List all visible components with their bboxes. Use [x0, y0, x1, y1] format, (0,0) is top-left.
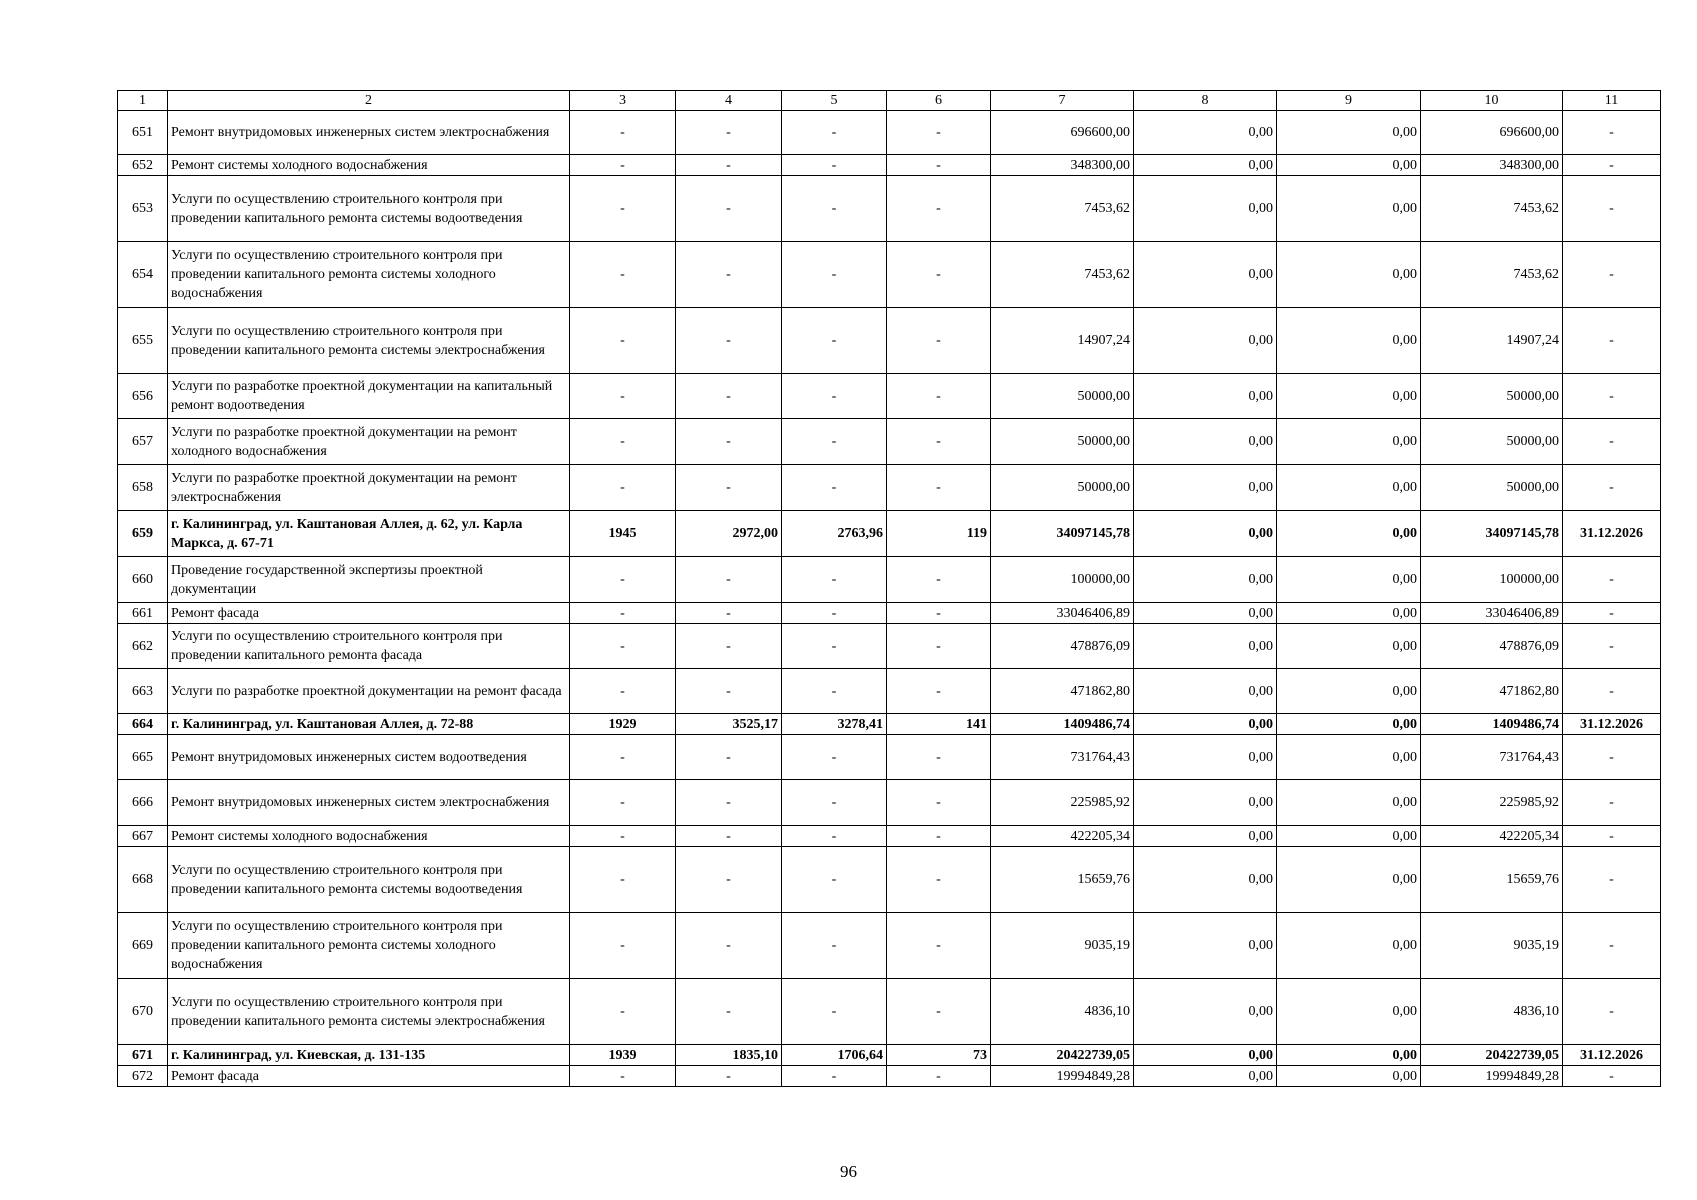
row-number: 662 [118, 624, 168, 669]
work-description: Ремонт системы холодного водоснабжения [168, 155, 570, 176]
cell-col-6: - [887, 155, 991, 176]
cell-col-8: 0,00 [1134, 511, 1277, 557]
cell-col-5: - [782, 557, 887, 603]
cell-col-11: 31.12.2026 [1563, 714, 1661, 735]
cell-col-3: - [570, 242, 676, 308]
cell-col-11: - [1563, 780, 1661, 826]
cell-col-6: - [887, 557, 991, 603]
cell-col-4: - [676, 111, 782, 155]
row-number: 653 [118, 176, 168, 242]
table-row [118, 714, 1661, 735]
cell-col-8: 0,00 [1134, 913, 1277, 979]
cell-col-11: - [1563, 913, 1661, 979]
cell-col-9: 0,00 [1277, 735, 1421, 780]
cell-col-5: - [782, 780, 887, 826]
cell-col-10: 422205,34 [1421, 826, 1563, 847]
cell-col-4: - [676, 826, 782, 847]
cell-col-7: 348300,00 [991, 155, 1134, 176]
cell-col-4: - [676, 847, 782, 913]
work-description: Услуги по разработке проектной документации на ремонт холодного водоснабжения [168, 419, 570, 465]
cell-col-10: 19994849,28 [1421, 1066, 1563, 1087]
cell-col-5: - [782, 603, 887, 624]
cell-col-4: - [676, 374, 782, 419]
cell-col-11: - [1563, 242, 1661, 308]
cell-col-5: - [782, 979, 887, 1045]
cell-col-6: - [887, 780, 991, 826]
cell-col-11: - [1563, 419, 1661, 465]
cell-col-3: - [570, 735, 676, 780]
cell-col-8: 0,00 [1134, 465, 1277, 511]
cell-col-9: 0,00 [1277, 419, 1421, 465]
cell-col-7: 100000,00 [991, 557, 1134, 603]
cell-col-10: 696600,00 [1421, 111, 1563, 155]
cell-col-6: - [887, 624, 991, 669]
row-number: 668 [118, 847, 168, 913]
row-number: 667 [118, 826, 168, 847]
cell-col-7: 50000,00 [991, 419, 1134, 465]
cell-col-10: 33046406,89 [1421, 603, 1563, 624]
cell-col-7: 19994849,28 [991, 1066, 1134, 1087]
cell-col-10: 478876,09 [1421, 624, 1563, 669]
cell-col-8: 0,00 [1134, 735, 1277, 780]
cell-col-6: - [887, 669, 991, 714]
cell-col-10: 9035,19 [1421, 913, 1563, 979]
cell-col-9: 0,00 [1277, 557, 1421, 603]
cell-col-7: 15659,76 [991, 847, 1134, 913]
row-number: 661 [118, 603, 168, 624]
cell-col-3: - [570, 1066, 676, 1087]
cell-col-3: - [570, 847, 676, 913]
table-row [118, 979, 1661, 1045]
cell-col-4: - [676, 176, 782, 242]
cell-col-5: - [782, 111, 887, 155]
row-number: 671 [118, 1045, 168, 1066]
table-row [118, 669, 1661, 714]
cell-col-6: - [887, 465, 991, 511]
table-row [118, 624, 1661, 669]
cell-col-10: 34097145,78 [1421, 511, 1563, 557]
cell-col-7: 1409486,74 [991, 714, 1134, 735]
cell-col-11: - [1563, 155, 1661, 176]
cell-col-5: - [782, 1066, 887, 1087]
cell-col-7: 14907,24 [991, 308, 1134, 374]
cell-col-8: 0,00 [1134, 624, 1277, 669]
cell-col-3: - [570, 979, 676, 1045]
cell-col-6: - [887, 603, 991, 624]
cell-col-9: 0,00 [1277, 780, 1421, 826]
cell-col-3: - [570, 780, 676, 826]
cell-col-10: 7453,62 [1421, 242, 1563, 308]
cell-col-7: 7453,62 [991, 242, 1134, 308]
cell-col-4: 1835,10 [676, 1045, 782, 1066]
cell-col-8: 0,00 [1134, 1066, 1277, 1087]
header-col-4: 4 [676, 91, 782, 111]
header-col-11: 11 [1563, 91, 1661, 111]
cell-col-3: - [570, 465, 676, 511]
cell-col-9: 0,00 [1277, 714, 1421, 735]
work-description: Услуги по осуществлению строительного контроля при проведении капитального ремонта системы холодного водоснабжения [168, 913, 570, 979]
cell-col-9: 0,00 [1277, 511, 1421, 557]
cell-col-4: - [676, 308, 782, 374]
work-description: Ремонт внутридомовых инженерных систем электроснабжения [168, 780, 570, 826]
cell-col-6: - [887, 1066, 991, 1087]
work-description: г. Калининград, ул. Киевская, д. 131-135 [168, 1045, 570, 1066]
row-number: 659 [118, 511, 168, 557]
cell-col-11: - [1563, 374, 1661, 419]
table-row [118, 826, 1661, 847]
cell-col-8: 0,00 [1134, 374, 1277, 419]
cell-col-3: - [570, 624, 676, 669]
cell-col-3: - [570, 176, 676, 242]
table-row [118, 308, 1661, 374]
header-col-2: 2 [168, 91, 570, 111]
table-row [118, 511, 1661, 557]
cell-col-8: 0,00 [1134, 669, 1277, 714]
cell-col-4: - [676, 1066, 782, 1087]
work-description: Услуги по разработке проектной документации на ремонт фасада [168, 669, 570, 714]
cell-col-9: 0,00 [1277, 913, 1421, 979]
cell-col-10: 7453,62 [1421, 176, 1563, 242]
cell-col-6: - [887, 374, 991, 419]
cell-col-9: 0,00 [1277, 155, 1421, 176]
cell-col-3: - [570, 419, 676, 465]
cell-col-5: - [782, 308, 887, 374]
cell-col-9: 0,00 [1277, 465, 1421, 511]
cell-col-7: 731764,43 [991, 735, 1134, 780]
cell-col-9: 0,00 [1277, 847, 1421, 913]
header-col-1: 1 [118, 91, 168, 111]
cell-col-6: - [887, 176, 991, 242]
cell-col-8: 0,00 [1134, 111, 1277, 155]
cell-col-7: 50000,00 [991, 465, 1134, 511]
work-description: Услуги по осуществлению строительного контроля при проведении капитального ремонта системы электроснабжения [168, 308, 570, 374]
table-row [118, 1066, 1661, 1087]
row-number: 670 [118, 979, 168, 1045]
cell-col-4: - [676, 979, 782, 1045]
cell-col-4: - [676, 465, 782, 511]
row-number: 657 [118, 419, 168, 465]
cell-col-7: 9035,19 [991, 913, 1134, 979]
cell-col-4: - [676, 669, 782, 714]
cell-col-10: 1409486,74 [1421, 714, 1563, 735]
work-description: Услуги по осуществлению строительного контроля при проведении капитального ремонта системы холодного водоснабжения [168, 242, 570, 308]
header-col-9: 9 [1277, 91, 1421, 111]
cell-col-7: 33046406,89 [991, 603, 1134, 624]
cell-col-6: - [887, 111, 991, 155]
cell-col-5: 3278,41 [782, 714, 887, 735]
cell-col-10: 50000,00 [1421, 465, 1563, 511]
cell-col-11: - [1563, 465, 1661, 511]
cell-col-3: - [570, 913, 676, 979]
cell-col-5: - [782, 176, 887, 242]
work-description: Ремонт фасада [168, 1066, 570, 1087]
row-number: 658 [118, 465, 168, 511]
page-number: 96 [840, 1162, 857, 1181]
cell-col-11: - [1563, 1066, 1661, 1087]
table-row [118, 557, 1661, 603]
table-row [118, 847, 1661, 913]
cell-col-7: 471862,80 [991, 669, 1134, 714]
cell-col-10: 4836,10 [1421, 979, 1563, 1045]
work-description: Ремонт фасада [168, 603, 570, 624]
cell-col-8: 0,00 [1134, 419, 1277, 465]
cell-col-7: 50000,00 [991, 374, 1134, 419]
cell-col-10: 348300,00 [1421, 155, 1563, 176]
cell-col-4: - [676, 780, 782, 826]
cell-col-8: 0,00 [1134, 242, 1277, 308]
cell-col-3: - [570, 155, 676, 176]
cell-col-6: - [887, 242, 991, 308]
cell-col-6: - [887, 735, 991, 780]
work-description: Услуги по разработке проектной документации на капитальный ремонт водоотведения [168, 374, 570, 419]
cell-col-5: 1706,64 [782, 1045, 887, 1066]
cell-col-10: 50000,00 [1421, 374, 1563, 419]
header-col-5: 5 [782, 91, 887, 111]
row-number: 664 [118, 714, 168, 735]
cell-col-3: - [570, 826, 676, 847]
cell-col-3: 1945 [570, 511, 676, 557]
cell-col-3: - [570, 557, 676, 603]
row-number: 651 [118, 111, 168, 155]
cell-col-5: - [782, 465, 887, 511]
cell-col-8: 0,00 [1134, 308, 1277, 374]
cell-col-4: - [676, 155, 782, 176]
cell-col-5: - [782, 847, 887, 913]
work-description: Услуги по осуществлению строительного контроля при проведении капитального ремонта системы водоотведения [168, 176, 570, 242]
cell-col-9: 0,00 [1277, 242, 1421, 308]
cell-col-4: - [676, 735, 782, 780]
cell-col-8: 0,00 [1134, 826, 1277, 847]
cell-col-6: - [887, 847, 991, 913]
row-number: 656 [118, 374, 168, 419]
cell-col-11: - [1563, 826, 1661, 847]
cell-col-9: 0,00 [1277, 176, 1421, 242]
cell-col-6: - [887, 419, 991, 465]
cell-col-3: 1939 [570, 1045, 676, 1066]
cell-col-6: - [887, 979, 991, 1045]
cell-col-9: 0,00 [1277, 624, 1421, 669]
cell-col-4: 3525,17 [676, 714, 782, 735]
work-description: Услуги по осуществлению строительного контроля при проведении капитального ремонта системы водоотведения [168, 847, 570, 913]
cell-col-5: - [782, 913, 887, 979]
row-number: 660 [118, 557, 168, 603]
cell-col-6: 141 [887, 714, 991, 735]
table-row [118, 374, 1661, 419]
cell-col-9: 0,00 [1277, 308, 1421, 374]
row-number: 669 [118, 913, 168, 979]
cell-col-10: 20422739,05 [1421, 1045, 1563, 1066]
cell-col-6: - [887, 308, 991, 374]
work-description: Проведение государственной экспертизы проектной документации [168, 557, 570, 603]
header-col-8: 8 [1134, 91, 1277, 111]
cell-col-5: - [782, 624, 887, 669]
row-number: 663 [118, 669, 168, 714]
cell-col-9: 0,00 [1277, 979, 1421, 1045]
table-row [118, 1045, 1661, 1066]
cell-col-3: - [570, 111, 676, 155]
cell-col-11: - [1563, 735, 1661, 780]
cell-col-8: 0,00 [1134, 557, 1277, 603]
cell-col-11: 31.12.2026 [1563, 511, 1661, 557]
table-row [118, 111, 1661, 155]
cell-col-4: - [676, 557, 782, 603]
cell-col-6: 119 [887, 511, 991, 557]
work-description: Услуги по осуществлению строительного контроля при проведении капитального ремонта системы электроснабжения [168, 979, 570, 1045]
cell-col-10: 225985,92 [1421, 780, 1563, 826]
cell-col-9: 0,00 [1277, 374, 1421, 419]
cell-col-7: 4836,10 [991, 979, 1134, 1045]
cell-col-7: 225985,92 [991, 780, 1134, 826]
cell-col-5: - [782, 735, 887, 780]
header-col-10: 10 [1421, 91, 1563, 111]
work-description: г. Калининград, ул. Каштановая Аллея, д. 62, ул. Карла Маркса, д. 67-71 [168, 511, 570, 557]
row-number: 665 [118, 735, 168, 780]
cell-col-10: 100000,00 [1421, 557, 1563, 603]
cell-col-4: - [676, 419, 782, 465]
cell-col-4: 2972,00 [676, 511, 782, 557]
cell-col-7: 7453,62 [991, 176, 1134, 242]
cell-col-11: - [1563, 603, 1661, 624]
cell-col-10: 50000,00 [1421, 419, 1563, 465]
header-col-7: 7 [991, 91, 1134, 111]
cell-col-8: 0,00 [1134, 176, 1277, 242]
cell-col-6: - [887, 826, 991, 847]
cell-col-7: 34097145,78 [991, 511, 1134, 557]
row-number: 654 [118, 242, 168, 308]
work-description: Ремонт внутридомовых инженерных систем водоотведения [168, 735, 570, 780]
cell-col-8: 0,00 [1134, 847, 1277, 913]
cell-col-9: 0,00 [1277, 669, 1421, 714]
row-number: 652 [118, 155, 168, 176]
header-col-3: 3 [570, 91, 676, 111]
cell-col-8: 0,00 [1134, 714, 1277, 735]
table-row [118, 780, 1661, 826]
cell-col-11: - [1563, 557, 1661, 603]
cell-col-11: - [1563, 176, 1661, 242]
cell-col-4: - [676, 242, 782, 308]
row-number: 655 [118, 308, 168, 374]
cell-col-5: - [782, 155, 887, 176]
cell-col-9: 0,00 [1277, 826, 1421, 847]
cell-col-10: 731764,43 [1421, 735, 1563, 780]
cell-col-7: 20422739,05 [991, 1045, 1134, 1066]
cell-col-4: - [676, 603, 782, 624]
cell-col-3: 1929 [570, 714, 676, 735]
table-row [118, 176, 1661, 242]
cell-col-3: - [570, 603, 676, 624]
cell-col-7: 696600,00 [991, 111, 1134, 155]
document-table [117, 90, 1661, 1087]
cell-col-4: - [676, 913, 782, 979]
cell-col-9: 0,00 [1277, 603, 1421, 624]
cell-col-7: 422205,34 [991, 826, 1134, 847]
cell-col-7: 478876,09 [991, 624, 1134, 669]
row-number: 666 [118, 780, 168, 826]
cell-col-9: 0,00 [1277, 1045, 1421, 1066]
cell-col-11: 31.12.2026 [1563, 1045, 1661, 1066]
work-description: г. Калининград, ул. Каштановая Аллея, д. 72-88 [168, 714, 570, 735]
row-number: 672 [118, 1066, 168, 1087]
cell-col-11: - [1563, 308, 1661, 374]
cell-col-3: - [570, 308, 676, 374]
cell-col-9: 0,00 [1277, 111, 1421, 155]
cell-col-8: 0,00 [1134, 1045, 1277, 1066]
cell-col-5: - [782, 242, 887, 308]
cell-col-9: 0,00 [1277, 1066, 1421, 1087]
cell-col-8: 0,00 [1134, 603, 1277, 624]
cell-col-3: - [570, 374, 676, 419]
cell-col-10: 471862,80 [1421, 669, 1563, 714]
cell-col-5: - [782, 826, 887, 847]
cell-col-11: - [1563, 847, 1661, 913]
cell-col-5: - [782, 669, 887, 714]
table-row [118, 913, 1661, 979]
work-description: Услуги по осуществлению строительного контроля при проведении капитального ремонта фасада [168, 624, 570, 669]
cell-col-6: 73 [887, 1045, 991, 1066]
work-description: Ремонт системы холодного водоснабжения [168, 826, 570, 847]
cell-col-5: 2763,96 [782, 511, 887, 557]
table-row [118, 465, 1661, 511]
header-col-6: 6 [887, 91, 991, 111]
cell-col-8: 0,00 [1134, 979, 1277, 1045]
cell-col-6: - [887, 913, 991, 979]
cell-col-4: - [676, 624, 782, 669]
cell-col-5: - [782, 374, 887, 419]
table-row [118, 419, 1661, 465]
table-row [118, 603, 1661, 624]
cell-col-10: 14907,24 [1421, 308, 1563, 374]
cell-col-5: - [782, 419, 887, 465]
cell-col-3: - [570, 669, 676, 714]
table-row [118, 735, 1661, 780]
table-row [118, 242, 1661, 308]
cell-col-11: - [1563, 669, 1661, 714]
cell-col-11: - [1563, 979, 1661, 1045]
cell-col-11: - [1563, 111, 1661, 155]
cell-col-8: 0,00 [1134, 155, 1277, 176]
table-row [118, 155, 1661, 176]
work-description: Услуги по разработке проектной документации на ремонт электроснабжения [168, 465, 570, 511]
table-header-row [118, 91, 1661, 111]
cell-col-10: 15659,76 [1421, 847, 1563, 913]
cell-col-11: - [1563, 624, 1661, 669]
work-description: Ремонт внутридомовых инженерных систем электроснабжения [168, 111, 570, 155]
cell-col-8: 0,00 [1134, 780, 1277, 826]
